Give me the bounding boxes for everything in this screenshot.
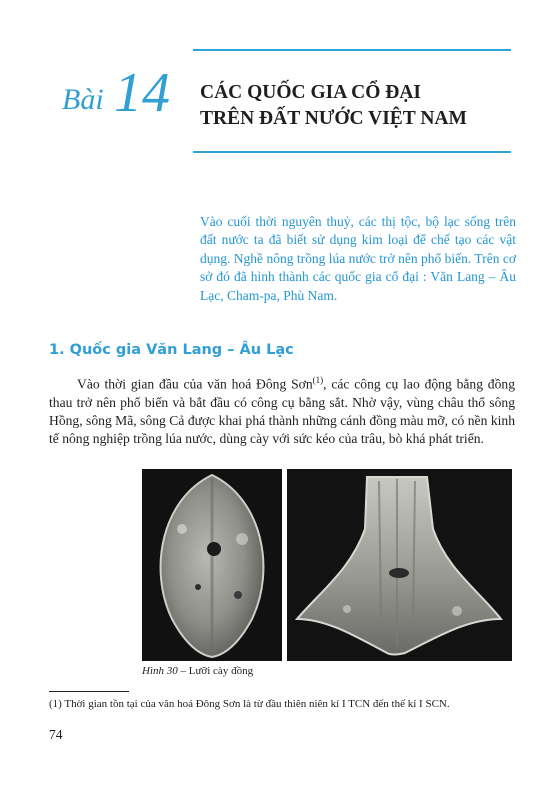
plough-blade-leaf-image xyxy=(142,469,282,661)
figure-caption xyxy=(142,665,253,677)
intro-paragraph: Vào cuối thời nguyên thuỷ, các thị tộc, bộ lạc sống trên đất nước ta đã biết sử dụng kim loại để chế tạo các vật dụng. Nghề nông trồng lúa nước trở nên phổ biến. Trên cơ sở đó đã hình thành các quốc gia cổ đại : Văn Lang – Âu Lạc, Cham-pa, Phù Nam. xyxy=(200,214,516,303)
lesson-number: 14 xyxy=(114,62,170,124)
lesson-title xyxy=(200,80,467,132)
body-text-rest: , các công cụ lao động bằng đồng thau trở nên phổ biến và bắt đầu có công cụ bằng sắt. Nhờ vậy, vùng châu thổ sông Hồng, sông Mã, sông Cả được khai phá thành những cánh đồng màu mỡ, có nền kinh tế nông nghiệp trồng lúa nước, dùng cày với sức kéo của trâu, bò khá phát triển. xyxy=(49,376,515,447)
figure-caption-text: – Lưỡi cày đồng xyxy=(177,665,254,677)
figure-label: Hình 30 xyxy=(142,665,178,677)
plough-blade-socket-image xyxy=(287,469,512,661)
header-rule-top xyxy=(193,49,511,51)
plough-blade-photo-right xyxy=(287,469,512,661)
page-number: 74 xyxy=(49,727,63,742)
plough-blade-photo-left xyxy=(142,469,282,661)
footnote-rule xyxy=(49,691,129,692)
header-rule-bottom xyxy=(193,151,511,153)
section-heading: 1. Quốc gia Văn Lang – Âu Lạc xyxy=(49,342,294,358)
body-paragraph xyxy=(49,371,515,449)
footnote-text: (1) Thời gian tồn tại của văn hoá Đông Sơn là từ đầu thiên niên kỉ I TCN đến thế kỉ I SCN. xyxy=(49,698,450,710)
lesson-title-line-1: CÁC QUỐC GIA CỔ ĐẠI xyxy=(200,82,422,103)
lesson-title-line-2: TRÊN ĐẤT NƯỚC VIỆT NAM xyxy=(200,108,467,129)
body-text-start: Vào thời gian đầu của văn hoá Đông Sơn xyxy=(77,376,313,392)
footnote-marker[interactable]: (1) xyxy=(312,375,324,385)
lesson-label: Bài xyxy=(62,83,104,116)
